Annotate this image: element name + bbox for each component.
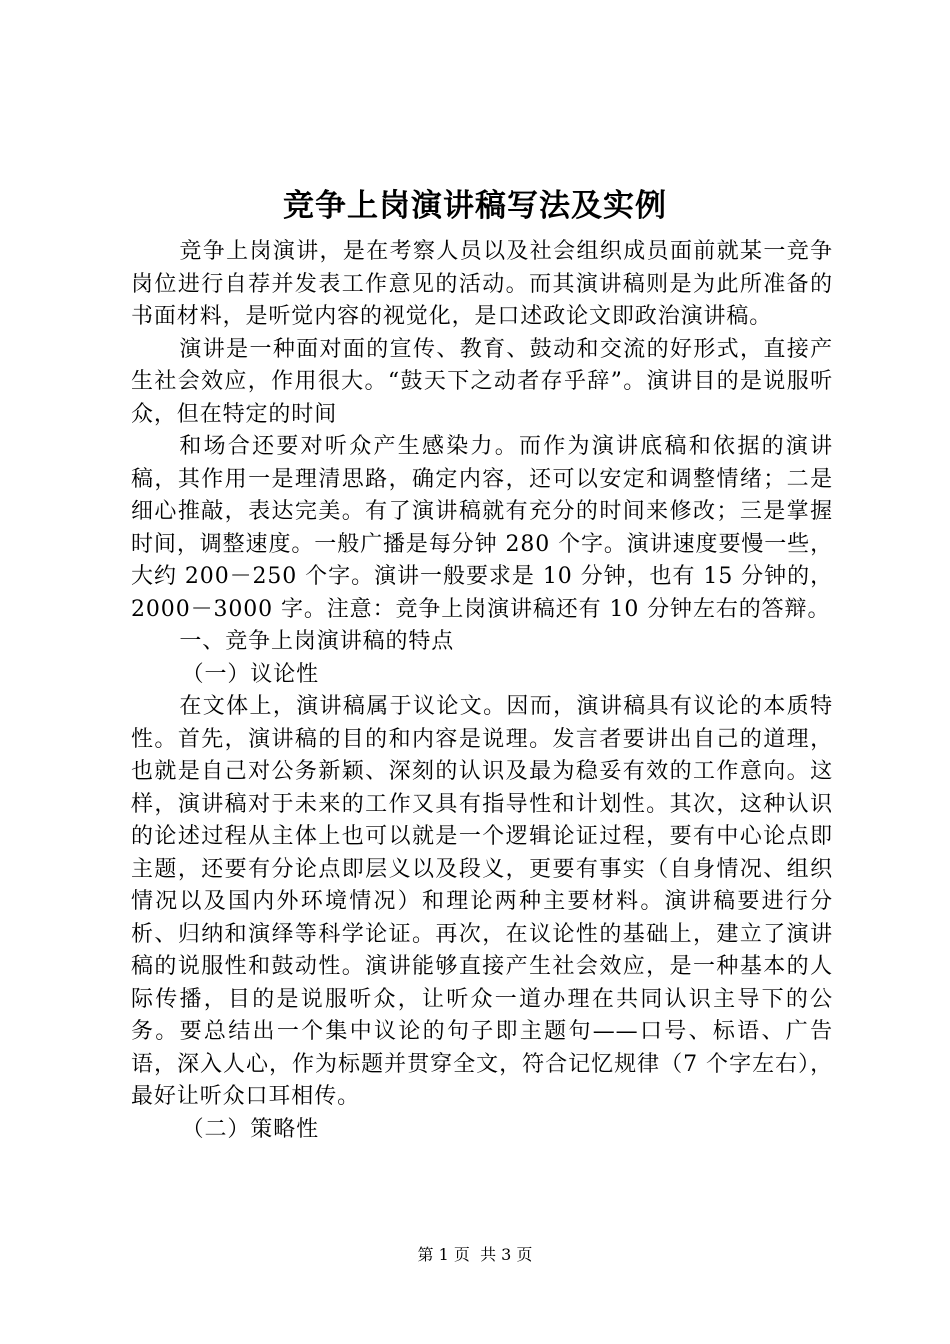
paragraph-speech-function: 和场合还要对听众产生感染力。而作为演讲底稿和依据的演讲稿，其作用一是理清思路，确定内容，还可以安定和调整情绪；二是细心推敲，表达完美。有了演讲稿就有充分的时间来修改；三是掌握时间，调整速度。一般广播是每分钟 280 个字。演讲速度要慢一些，大约 200－250 个字。演讲一般要求是 10 分钟，也有 15 分钟的，2000－3000 字。注意：竞争上岗演讲稿还有 10 分钟左右的答辩。 <box>131 434 833 622</box>
page-number: 第 1 页 <box>417 1245 470 1264</box>
subsection-heading-strategic: （二）策略性 <box>181 1116 319 1142</box>
paragraph-intro: 竞争上岗演讲，是在考察人员以及社会组织成员面前就某一竞争岗位进行自荐并发表工作意见的活动。而其演讲稿则是为此所准备的书面材料，是听觉内容的视觉化，是口述政论文即政治演讲稿。 <box>131 239 833 329</box>
paragraph-argumentative: 在文体上，演讲稿属于议论文。因而，演讲稿具有议论的本质特性。首先，演讲稿的目的和内容是说理。发言者要讲出自己的道理，也就是自己对公务新颖、深刻的认识及最为稳妥有效的工作意向。这样，演讲稿对于未来的工作又具有指导性和计划性。其次，这种认识的论述过程从主体上也可以就是一个逻辑论证过程，要有中心论点即主题，还要有分论点即层义以及段义，更要有事实（自身情况、组织情况以及国内外环境情况）和理论两种主要材料。演讲稿要进行分析、归纳和演绎等科学论证。再次，在议论性的基础上，建立了演讲稿的说服性和鼓动性。演讲能够直接产生社会效应，是一种基本的人际传播，目的是说服听众，让听众一道办理在共同认识主导下的公务。要总结出一个集中议论的句子即主题句——口号、标语、广告语，深入人心，作为标题并贯穿全文，符合记忆规律（7 个字左右），最好让听众口耳相传。 <box>131 694 833 1109</box>
page-footer <box>0 1244 950 1266</box>
paragraph-speech-purpose: 演讲是一种面对面的宣传、教育、鼓动和交流的好形式，直接产生社会效应，作用很大。“鼓天下之动者存乎辞”。演讲目的是说服听众，但在特定的时间 <box>131 336 833 427</box>
document-title: 竞争上岗演讲稿写法及实例 <box>283 188 667 224</box>
page-total: 共 3 页 <box>480 1245 533 1264</box>
section-heading-features: 一、竞争上岗演讲稿的特点 <box>179 629 455 654</box>
document-body <box>131 236 833 1146</box>
subsection-heading-argumentative: （一）议论性 <box>181 661 319 687</box>
